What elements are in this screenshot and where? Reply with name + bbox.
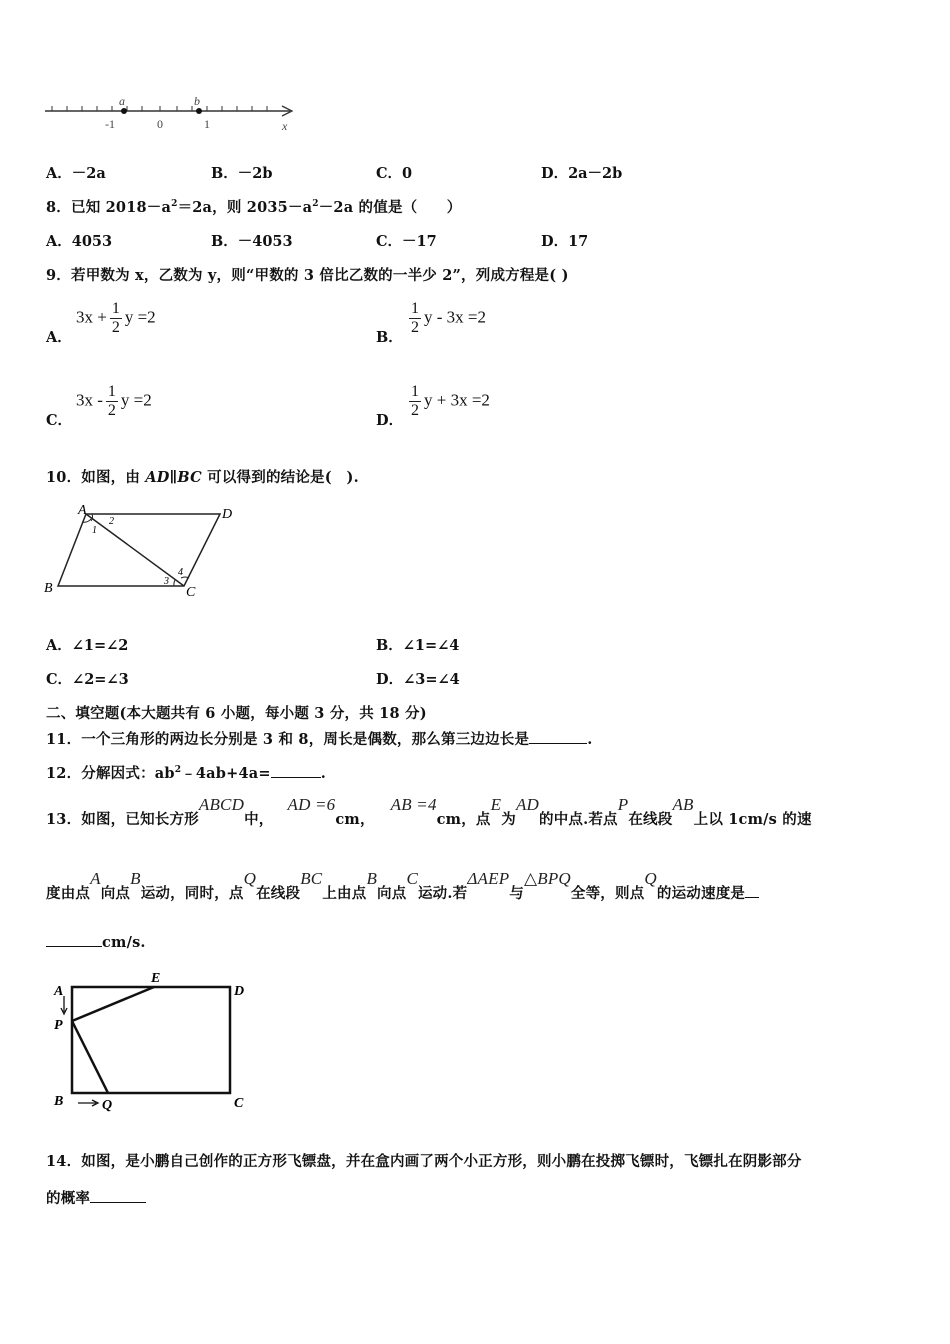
q9-option-c[interactable] xyxy=(46,383,152,429)
q13-answer-blank-b[interactable] xyxy=(46,934,102,947)
tick-label-0: 0 xyxy=(157,117,163,131)
q12-stem xyxy=(46,762,326,783)
fig10-angle-2: 2 xyxy=(109,516,114,527)
q12-post: ﹣4ab+4a= xyxy=(181,765,271,782)
q13-l2-t10: 向点 xyxy=(377,885,407,902)
q9-d-num: 1 xyxy=(411,383,419,400)
axis-label-x: x xyxy=(282,119,288,133)
q9-option-d[interactable] xyxy=(376,383,490,429)
q12-answer-blank[interactable] xyxy=(271,765,321,778)
q11-text: 11．一个三角形的两边长分别是 3 和 8，周长是偶数，那么第三边边长是 xyxy=(46,731,530,748)
q13-l1-m13: AB xyxy=(672,795,694,814)
q13-l1-m7: E xyxy=(490,795,502,814)
q13-l2-m3: B xyxy=(130,869,141,888)
q10-math: AD∥BC xyxy=(145,469,202,486)
q13-l2-m5: Q xyxy=(243,869,257,888)
label-a: a xyxy=(119,94,125,108)
q9-option-b-label: B． xyxy=(376,329,403,346)
q7-option-d[interactable]: D．2a－2b xyxy=(541,165,623,182)
q13-l1-m9: AD xyxy=(515,795,539,814)
q13-l1-t0: 13．如图，已知长方形 xyxy=(46,811,199,828)
q9-c-den: 2 xyxy=(107,402,116,419)
tick-label-minus1: -1 xyxy=(105,117,115,131)
q9-b-den: 2 xyxy=(411,319,419,336)
q9-c-right: y =2 xyxy=(120,390,152,410)
q10-post: 可以得到的结论是( ). xyxy=(201,469,359,486)
q13-l2-m17: Q xyxy=(644,869,657,888)
q9-a-num: 1 xyxy=(111,300,120,317)
q13-l2-m15: △BPQ xyxy=(523,869,571,888)
tick-label-1: 1 xyxy=(204,117,210,131)
q13-l1-t12: 在线段 xyxy=(628,811,673,828)
q13-l3-text: cm/s. xyxy=(102,934,146,951)
q13-l2-m1: A xyxy=(90,869,101,888)
fig13-label-A: A xyxy=(54,984,64,999)
q8-text-mid: ＝2a，则 2035－a xyxy=(177,199,313,216)
fig13-label-C: C xyxy=(234,1096,244,1111)
fig13-label-P: P xyxy=(54,1018,63,1033)
q8-sup2: 2 xyxy=(312,199,319,210)
q13-line-2 xyxy=(46,870,759,900)
q9-option-d-label: D． xyxy=(376,412,404,429)
q11-stem xyxy=(46,728,592,749)
q13-l2-m11: C xyxy=(406,869,418,888)
q14-line-1: 14．如图，是小鹏自己创作的正方形飞镖盘，并在盒内画了两个小正方形，则小鹏在投掷飞镖时，飞镖扎在阴影部分 xyxy=(46,1153,802,1170)
q9-b-right: y - 3x =2 xyxy=(424,307,486,327)
q13-line-3 xyxy=(46,934,146,951)
label-b: b xyxy=(194,94,200,108)
q13-l1-t8: 为 xyxy=(501,811,516,828)
q9-d-right: y + 3x =2 xyxy=(424,390,490,410)
q7-option-b[interactable]: B．－2b xyxy=(211,165,273,182)
q12-pre: 12．分解因式：ab xyxy=(46,765,175,782)
q9-option-c-label: C． xyxy=(46,412,73,429)
section-2-heading: 二、填空题(本大题共有 6 小题，每小题 3 分，共 18 分) xyxy=(46,705,427,722)
q12-end: . xyxy=(320,765,326,782)
q9-b-num: 1 xyxy=(411,300,419,317)
q8-option-d[interactable]: D．17 xyxy=(541,233,589,250)
q13-l2-t12: 运动.若 xyxy=(417,885,468,902)
fig13-label-D: D xyxy=(234,984,245,999)
fig10-label-B: B xyxy=(44,581,53,596)
q14-answer-blank[interactable] xyxy=(90,1190,146,1203)
fig10-label-D: D xyxy=(222,507,233,522)
q13-l2-t2: 向点 xyxy=(100,885,131,902)
q10-option-a[interactable]: A．∠1=∠2 xyxy=(46,637,129,654)
fig10-angle-4: 4 xyxy=(178,567,183,578)
fig13-label-E: E xyxy=(151,971,161,986)
q9-a-den: 2 xyxy=(111,319,120,336)
q11-answer-blank[interactable] xyxy=(529,731,587,744)
q8-stem xyxy=(46,196,461,217)
fig10-label-A: A xyxy=(78,503,87,518)
q7-option-c[interactable]: C．0 xyxy=(376,165,413,182)
q13-l2-t18: 的运动速度是 xyxy=(656,885,746,902)
q8-text-post: －2a 的值是（ ） xyxy=(318,199,462,216)
q13-l1-t4: cm， xyxy=(335,811,375,828)
q13-l2-m9: B xyxy=(366,869,378,888)
q8-option-b[interactable]: B．－4053 xyxy=(211,233,293,250)
fig13-label-B: B xyxy=(54,1094,64,1109)
fig10-angle-1: 1 xyxy=(92,525,97,536)
q13-l1-t2: 中， xyxy=(244,811,274,828)
q9-option-b[interactable] xyxy=(376,300,486,346)
q13-l1-t14: 上以 1cm/s 的速 xyxy=(693,811,812,828)
q13-answer-blank-a[interactable] xyxy=(745,885,759,898)
point-a xyxy=(121,108,127,114)
q12-sup: 2 xyxy=(174,765,182,776)
q9-a-left: 3x + xyxy=(76,307,107,327)
q14-line-2 xyxy=(46,1187,146,1208)
q14-l2-text: 的概率 xyxy=(46,1190,91,1207)
fig10-angle-3: 3 xyxy=(164,576,169,587)
q9-c-num: 1 xyxy=(107,383,116,400)
q8-option-a[interactable]: A．4053 xyxy=(46,233,113,250)
q8-sup1: 2 xyxy=(171,199,178,210)
q13-l1-t6: cm，点 xyxy=(436,811,491,828)
q11-end: . xyxy=(587,731,593,748)
q13-l1-t10: 的中点.若点 xyxy=(539,811,618,828)
q9-option-a-label: A． xyxy=(46,329,72,346)
q10-option-b[interactable]: B．∠1=∠4 xyxy=(376,637,460,654)
parallelogram-figure xyxy=(40,500,250,604)
q13-l2-t8: 上由点 xyxy=(322,885,367,902)
q10-stem xyxy=(46,466,359,487)
q13-l1-m1: ABCD xyxy=(198,795,245,814)
q13-line-1 xyxy=(46,796,812,826)
q13-l1-m5: AB =4 xyxy=(390,795,437,814)
q10-option-c[interactable]: C．∠2=∠3 xyxy=(46,671,129,688)
q10-pre: 10．如图，由 xyxy=(46,469,146,486)
rectangle-figure xyxy=(48,966,258,1116)
q8-option-c[interactable]: C．－17 xyxy=(376,233,437,250)
q13-l2-m7: BC xyxy=(300,869,323,888)
number-line-figure xyxy=(42,94,302,136)
q8-text-pre: 8．已知 2018－a xyxy=(46,199,172,216)
q7-option-a[interactable]: A．－2a xyxy=(46,165,106,182)
q9-option-a[interactable] xyxy=(46,300,156,346)
q9-c-left: 3x - xyxy=(76,390,103,410)
q10-option-d[interactable]: D．∠3=∠4 xyxy=(376,671,460,688)
fig10-label-C: C xyxy=(186,585,196,600)
q9-a-right: y =2 xyxy=(124,307,156,327)
q13-l2-t4: 运动，同时，点 xyxy=(140,885,244,902)
fig13-label-Q: Q xyxy=(102,1098,113,1113)
q9-stem: 9．若甲数为 x，乙数为 y，则“甲数的 3 倍比乙数的一半少 2”，列成方程是( ) xyxy=(46,267,569,284)
point-b xyxy=(196,108,202,114)
q13-l2-t14: 与 xyxy=(509,885,524,902)
q13-l1-m3: AD =6 xyxy=(287,795,336,814)
q13-l2-t6: 在线段 xyxy=(256,885,301,902)
q13-l2-t16: 全等，则点 xyxy=(570,885,645,902)
q13-l2-t0: 度由点 xyxy=(46,885,91,902)
q13-l2-m13: ΔAEP xyxy=(467,869,510,888)
q9-d-den: 2 xyxy=(411,402,419,419)
q13-l1-m11: P xyxy=(617,795,629,814)
